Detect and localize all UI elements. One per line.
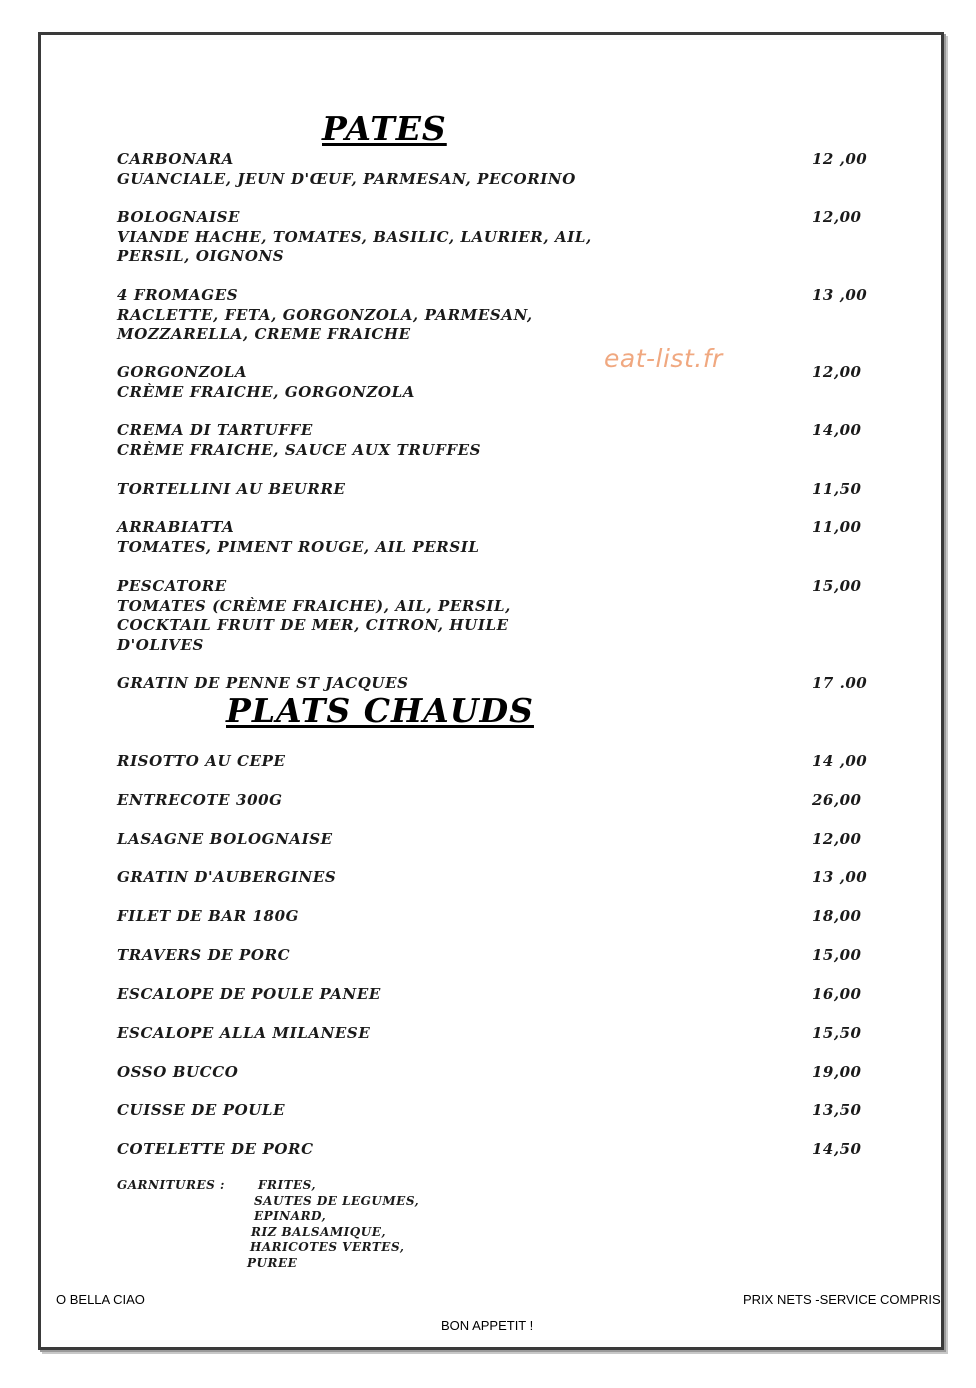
dish-price: 19,00: [812, 1063, 862, 1081]
pates-item: [117, 518, 677, 557]
plats-item: [117, 907, 677, 927]
section-title-plats-chauds: PLATS CHAUDS: [226, 691, 534, 730]
pates-item: [117, 480, 677, 500]
plats-item: [117, 946, 677, 966]
plats-item: [117, 1024, 677, 1044]
dish-ingredients: RACLETTE, FETA, GORGONZOLA, PARMESAN,: [117, 305, 533, 324]
dish-name: GRATIN D'AUBERGINES: [117, 868, 337, 886]
plats-item: [117, 1063, 677, 1083]
dish-ingredients: D'OLIVES: [117, 635, 204, 654]
garniture-item: SAUTES DE LEGUMES,: [254, 1193, 420, 1208]
garniture-item: HARICOTES VERTES,: [250, 1240, 405, 1254]
dish-price: 13 ,00: [812, 868, 868, 886]
dish-name: COTELETTE DE PORC: [117, 1140, 314, 1158]
dish-ingredients: TOMATES, PIMENT ROUGE, AIL PERSIL: [117, 537, 480, 556]
dish-name: BOLOGNAISE: [117, 208, 241, 226]
dish-name: TRAVERS DE PORC: [117, 946, 291, 964]
dish-price: 15,00: [812, 946, 862, 964]
dish-price: 14,00: [812, 421, 862, 439]
dish-price: 11,00: [812, 518, 862, 536]
dish-price: 14,50: [812, 1140, 862, 1158]
dish-ingredients: TOMATES (CRÈME FRAICHE), AIL, PERSIL,: [117, 596, 511, 615]
dish-ingredients: VIANDE HACHE, TOMATES, BASILIC, LAURIER, AIL,: [117, 227, 592, 246]
dish-ingredients: CRÈME FRAICHE, SAUCE AUX TRUFFES: [117, 440, 482, 459]
garnitures-label: GARNITURES :: [117, 1178, 225, 1192]
dish-ingredients: COCKTAIL FRUIT DE MER, CITRON, HUILE: [117, 616, 509, 634]
dish-name: TORTELLINI AU BEURRE: [117, 480, 346, 498]
plats-item: [117, 1140, 677, 1160]
pates-item: [117, 421, 677, 460]
dish-name: PESCATORE: [117, 577, 227, 595]
dish-name: 4 FROMAGES: [117, 286, 239, 304]
garniture-item: PUREE: [247, 1255, 298, 1270]
dish-name: LASAGNE BOLOGNAISE: [117, 830, 333, 848]
plats-item: [117, 791, 677, 811]
dish-name: GORGONZOLA: [117, 363, 248, 381]
pates-item: [117, 208, 677, 267]
dish-price: 16,00: [812, 985, 862, 1003]
dish-price: 13 ,00: [812, 286, 868, 304]
dish-ingredients: CRÈME FRAICHE, GORGONZOLA: [117, 382, 415, 401]
dish-name: CARBONARA: [117, 150, 234, 168]
dish-name: CUISSE DE POULE: [117, 1101, 286, 1119]
watermark: eat-list.fr: [604, 344, 723, 373]
dish-price: 26,00: [812, 791, 862, 809]
garniture-item: FRITES,: [258, 1178, 317, 1192]
dish-price: 11,50: [812, 480, 862, 498]
dish-price: 17 .00: [812, 674, 868, 692]
dish-price: 18,00: [812, 907, 862, 925]
pates-item: [117, 363, 677, 402]
dish-name: CREMA DI TARTUFFE: [117, 421, 313, 439]
pates-item: [117, 286, 677, 345]
dish-price: 12 ,00: [812, 150, 868, 168]
prices-note: PRIX NETS -SERVICE COMPRIS: [743, 1292, 941, 1307]
plats-item: [117, 985, 677, 1005]
dish-ingredients: GUANCIALE, JEUN D'ŒUF, PARMESAN, PECORINO: [117, 169, 576, 188]
dish-ingredients: PERSIL, OIGNONS: [117, 247, 285, 265]
dish-name: FILET DE BAR 180G: [117, 907, 300, 925]
dish-price: 13,50: [812, 1101, 862, 1119]
dish-name: OSSO BUCCO: [117, 1063, 239, 1081]
dish-name: ENTRECOTE 300G: [117, 791, 283, 809]
garniture-item: RIZ BALSAMIQUE,: [251, 1224, 387, 1239]
dish-price: 15,00: [812, 577, 862, 595]
plats-item: [117, 1101, 677, 1121]
section-title-pates: PATES: [322, 109, 447, 148]
dish-name: GRATIN DE PENNE ST JACQUES: [117, 674, 409, 692]
pates-item: [117, 150, 677, 189]
dish-price: 12,00: [812, 830, 862, 848]
restaurant-name: O BELLA CIAO: [56, 1292, 145, 1307]
dish-name: RISOTTO AU CEPE: [117, 752, 286, 770]
closing-greeting: BON APPETIT !: [441, 1318, 534, 1333]
garniture-item: EPINARD,: [254, 1209, 327, 1223]
plats-item: [117, 752, 677, 772]
plats-item: [117, 868, 677, 888]
dish-name: ESCALOPE DE POULE PANEE: [117, 985, 381, 1003]
plats-item: [117, 830, 677, 850]
dish-price: 12,00: [812, 208, 862, 226]
dish-price: 14 ,00: [812, 752, 868, 770]
dish-name: ESCALOPE ALLA MILANESE: [117, 1024, 371, 1042]
dish-price: 15,50: [812, 1024, 862, 1042]
dish-price: 12,00: [812, 363, 862, 381]
dish-name: ARRABIATTA: [117, 518, 235, 536]
dish-ingredients: MOZZARELLA, CREME FRAICHE: [117, 325, 411, 343]
pates-item: [117, 577, 677, 655]
